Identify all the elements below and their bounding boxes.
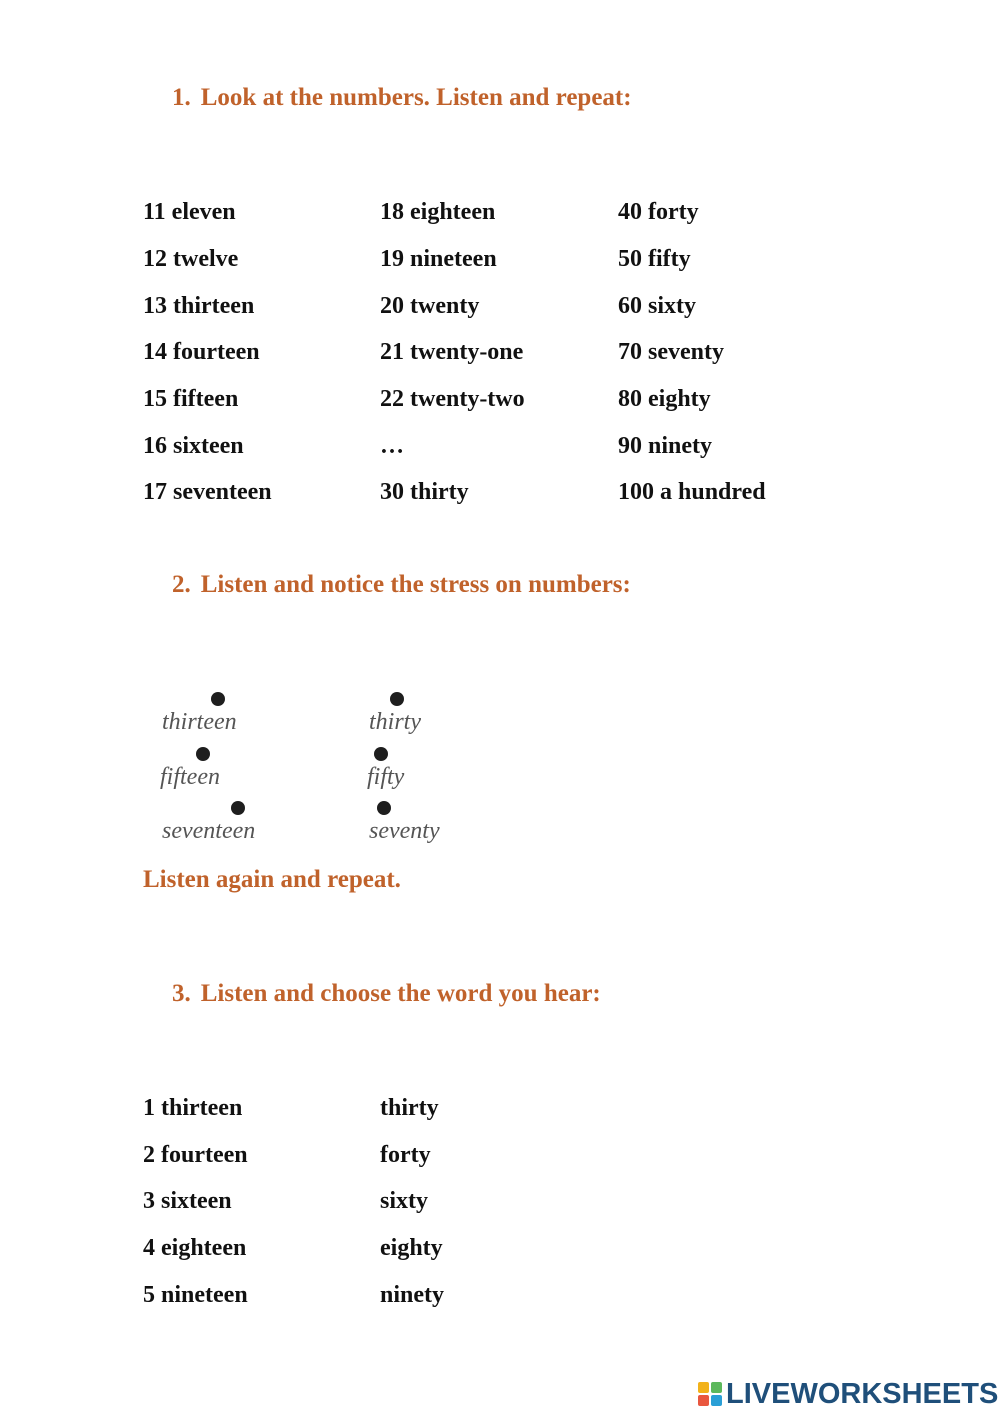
number-item: 90 ninety [618, 433, 713, 459]
stress-word-fifty: fifty [367, 764, 405, 790]
number-item: 60 sixty [618, 293, 696, 319]
stress-dot [374, 747, 388, 761]
number-item: 50 fifty [618, 246, 691, 272]
liveworksheets-logo[interactable] [698, 1377, 998, 1411]
choice-option-a[interactable]: 5 nineteen [143, 1282, 248, 1308]
logo-text: LIVEWORKSHEETS [726, 1377, 999, 1410]
stress-dot [211, 692, 225, 706]
stress-word-seventy: seventy [369, 818, 440, 844]
logo-square [698, 1382, 709, 1393]
choice-option-b[interactable]: ninety [380, 1282, 445, 1308]
section-2-number: 2. [172, 571, 191, 598]
stress-word-fifteen: fifteen [160, 764, 220, 790]
number-item: 19 nineteen [380, 246, 497, 272]
stress-word-seventeen: seventeen [162, 818, 256, 844]
stress-dot [377, 801, 391, 815]
number-item: 30 thirty [380, 479, 469, 505]
number-item: 11 eleven [143, 199, 236, 225]
choice-option-a[interactable]: 2 fourteen [143, 1142, 248, 1168]
section-1-heading [172, 84, 632, 112]
stress-dot [196, 747, 210, 761]
stress-word-thirteen: thirteen [162, 709, 237, 735]
stress-dot [390, 692, 404, 706]
number-item: 17 seventeen [143, 479, 272, 505]
logo-mark-icon [698, 1382, 722, 1406]
logo-square [711, 1382, 722, 1393]
number-item: 21 twenty-one [380, 339, 524, 365]
logo-square [711, 1395, 722, 1406]
section-3-number: 3. [172, 980, 191, 1007]
section-3-title: Listen and choose the word you hear: [200, 980, 601, 1007]
number-item: 80 eighty [618, 386, 711, 412]
number-item: 100 a hundred [618, 479, 766, 505]
number-item: 12 twelve [143, 246, 239, 272]
stress-word-thirty: thirty [369, 709, 421, 735]
number-item: 22 twenty-two [380, 386, 525, 412]
number-item: 40 forty [618, 199, 699, 225]
number-item: 14 fourteen [143, 339, 260, 365]
ellipsis-item: … [380, 433, 404, 459]
repeat-instruction: Listen again and repeat. [143, 866, 401, 893]
choice-option-a[interactable]: 4 eighteen [143, 1235, 247, 1261]
section-1-title: Look at the numbers. Listen and repeat: [200, 84, 632, 111]
number-item: 16 sixteen [143, 433, 244, 459]
choice-option-a[interactable]: 1 thirteen [143, 1095, 243, 1121]
number-item: 18 eighteen [380, 199, 496, 225]
choice-option-a[interactable]: 3 sixteen [143, 1188, 232, 1214]
section-1-number: 1. [172, 84, 191, 111]
section-2-heading [172, 571, 631, 599]
choice-option-b[interactable]: sixty [380, 1188, 428, 1214]
number-item: 13 thirteen [143, 293, 255, 319]
logo-square [698, 1395, 709, 1406]
number-item: 20 twenty [380, 293, 480, 319]
stress-dot [231, 801, 245, 815]
choice-option-b[interactable]: thirty [380, 1095, 439, 1121]
section-3-heading [172, 980, 601, 1008]
number-item: 15 fifteen [143, 386, 239, 412]
number-item: 70 seventy [618, 339, 724, 365]
section-2-title: Listen and notice the stress on numbers: [200, 571, 631, 598]
choice-option-b[interactable]: forty [380, 1142, 431, 1168]
choice-option-b[interactable]: eighty [380, 1235, 443, 1261]
